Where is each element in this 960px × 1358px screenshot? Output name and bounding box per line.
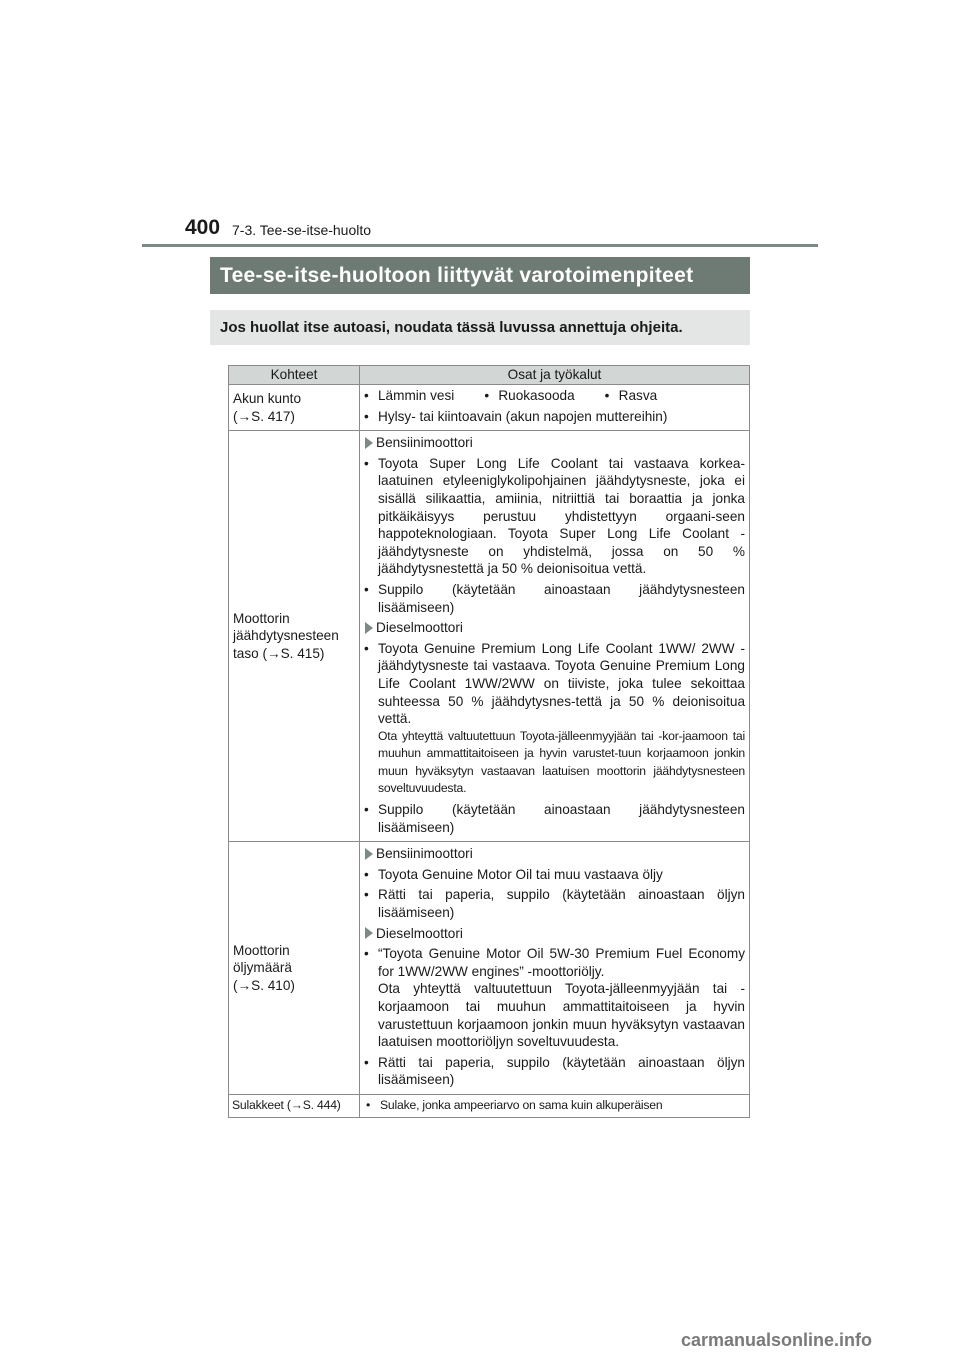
list-item: • Toyota Genuine Motor Oil tai muu vastaava öljy bbox=[364, 866, 663, 882]
list-item-text: Toyota Genuine Premium Long Life Coolant 1WW/ 2WW -jäähdytysneste tai vastaava. Toyota Genuine Premium Long Life Coolant 1WW/2WW on tiiviste, joka tulee sekoittaa suhteessa 50 % jäähdytysnes-tettä ja 50 % deionisoitua vettä. bbox=[378, 640, 745, 727]
item-name: Akun kunto bbox=[233, 391, 302, 406]
triangle-marker-icon bbox=[365, 437, 373, 449]
bullet-icon: • bbox=[364, 455, 369, 471]
list-item-text: “Toyota Genuine Motor Oil 5W-30 Premium Fuel Economy for 1WW/2WW engines” -moottoriöljy. bbox=[378, 946, 745, 979]
triangle-marker-icon bbox=[365, 622, 373, 634]
page-reference: (→S. 417) bbox=[233, 408, 295, 424]
list-item: • Suppilo (käytetään ainoastaan jäähdytysnesteen lisäämiseen) bbox=[364, 802, 745, 835]
section-title: Tee-se-itse-huoltoon liittyvät varotoimenpiteet bbox=[210, 257, 750, 294]
list-item: • Ruokasooda bbox=[484, 388, 575, 403]
row-tools-fuses bbox=[360, 1094, 750, 1117]
table-header-row bbox=[229, 366, 750, 385]
intro-note: Jos huollat itse autoasi, noudata tässä luvussa annettuja ohjeita. bbox=[210, 310, 750, 345]
row-item-fuses: Sulakkeet (→S. 444) bbox=[229, 1094, 360, 1117]
row-tools-oil bbox=[360, 842, 750, 1095]
bullet-icon: • bbox=[484, 388, 490, 403]
engine-subheading: Dieselmoottori bbox=[364, 925, 745, 943]
item-name-cont: jäähdytysnesteen bbox=[233, 628, 339, 644]
triangle-marker-icon bbox=[365, 927, 373, 939]
page-reference: taso (→S. 415) bbox=[233, 646, 325, 662]
bullet-icon: • bbox=[364, 640, 369, 656]
bullet-icon: • bbox=[364, 408, 369, 424]
list-item: • Rätti tai paperia, suppilo (käytetään ainoastaan öljyn lisäämiseen) bbox=[364, 887, 745, 921]
engine-subheading: Bensiinimoottori bbox=[364, 845, 745, 863]
parts-tools-table bbox=[228, 365, 750, 1118]
bullet-icon: • bbox=[364, 946, 369, 962]
engine-subheading: Dieselmoottori bbox=[364, 619, 745, 637]
table-row bbox=[229, 1094, 750, 1117]
table-row bbox=[229, 385, 750, 431]
bullet-icon: • bbox=[364, 802, 369, 818]
list-item: • Sulake, jonka ampeeriarvo on sama kuin alkuperäisen bbox=[366, 1097, 743, 1115]
list-item: • Hylsy- tai kiintoavain (akun napojen muttereihin) bbox=[364, 408, 668, 424]
list-item-note: Ota yhteyttä valtuutettuun Toyota-jälleenmyyjään tai -kor-jaamoon tai muuhun ammattitaitoiseen ja hyvin varustet-tuun korjaamoon jonkin muun hyväksytyn vastaavan laatuisen moottorin jäähdytysnesteen soveltuvuudesta. bbox=[378, 728, 745, 796]
triangle-marker-icon bbox=[365, 848, 373, 860]
list-item: • Rasva bbox=[604, 388, 658, 403]
list-item bbox=[364, 640, 745, 798]
row-tools-coolant bbox=[360, 431, 750, 842]
row-item-coolant bbox=[229, 431, 360, 842]
bullet-icon: • bbox=[364, 388, 369, 403]
row-item-battery bbox=[229, 385, 360, 431]
bullet-icon: • bbox=[364, 1054, 369, 1070]
page-number: 400 bbox=[185, 216, 221, 239]
table-row bbox=[229, 842, 750, 1095]
bullet-icon: • bbox=[364, 866, 369, 882]
bullet-icon: • bbox=[364, 887, 369, 903]
list-item: • Toyota Super Long Life Coolant tai vastaava korkea-laatuinen etyleeniglykolipohjainen jäähdytysneste, joka ei sisällä silikaattia, amiinia, nitriittiä tai boraattia ja jonka pitkäikäisyys perustuu yhdistettyyn orgaani-seen happoteknologiaan. Toyota Super Long Life Coolant -jäähdytysneste on yhdistelmä, jossa on 50 % jäähdytysnestettä ja 50 % deionisoitua vettä. bbox=[364, 455, 745, 577]
watermark-text: carmanualsonline.info bbox=[681, 1330, 873, 1350]
bullet-icon: • bbox=[364, 581, 369, 597]
row-item-oil bbox=[229, 842, 360, 1095]
table-row bbox=[229, 431, 750, 842]
section-reference: 7-3. Tee-se-itse-huolto bbox=[232, 222, 372, 238]
item-name: Moottorin bbox=[233, 610, 290, 626]
header-divider bbox=[142, 244, 818, 247]
list-item: • Lämmin vesi bbox=[364, 388, 455, 403]
item-name-cont: öljymäärä bbox=[233, 960, 292, 976]
page-reference: (→S. 410) bbox=[233, 977, 295, 993]
list-item: • Suppilo (käytetään ainoastaan jäähdytysnesteen lisäämiseen) bbox=[364, 581, 745, 615]
column-header-tools: Osat ja työkalut bbox=[360, 366, 750, 385]
engine-subheading: Bensiinimoottori bbox=[364, 434, 745, 452]
bullet-icon: • bbox=[366, 1097, 371, 1112]
column-header-items: Kohteet bbox=[229, 366, 360, 385]
row-tools-battery bbox=[360, 385, 750, 431]
item-name: Moottorin bbox=[233, 942, 290, 958]
bullet-icon: • bbox=[604, 388, 610, 403]
list-item: • Rätti tai paperia, suppilo (käytetään ainoastaan öljyn lisäämiseen) bbox=[364, 1054, 745, 1088]
list-item-note: Ota yhteyttä valtuutettuun Toyota-jälleenmyyjään tai -korjaamoon tai muuhun ammattitaitoiseen ja hyvin varustettuun korjaamoon jonkin muun hyväksytyn vastaavan laatuisen moottoriöljyn soveltuvuudesta. bbox=[378, 981, 745, 1050]
list-item bbox=[364, 945, 745, 1051]
